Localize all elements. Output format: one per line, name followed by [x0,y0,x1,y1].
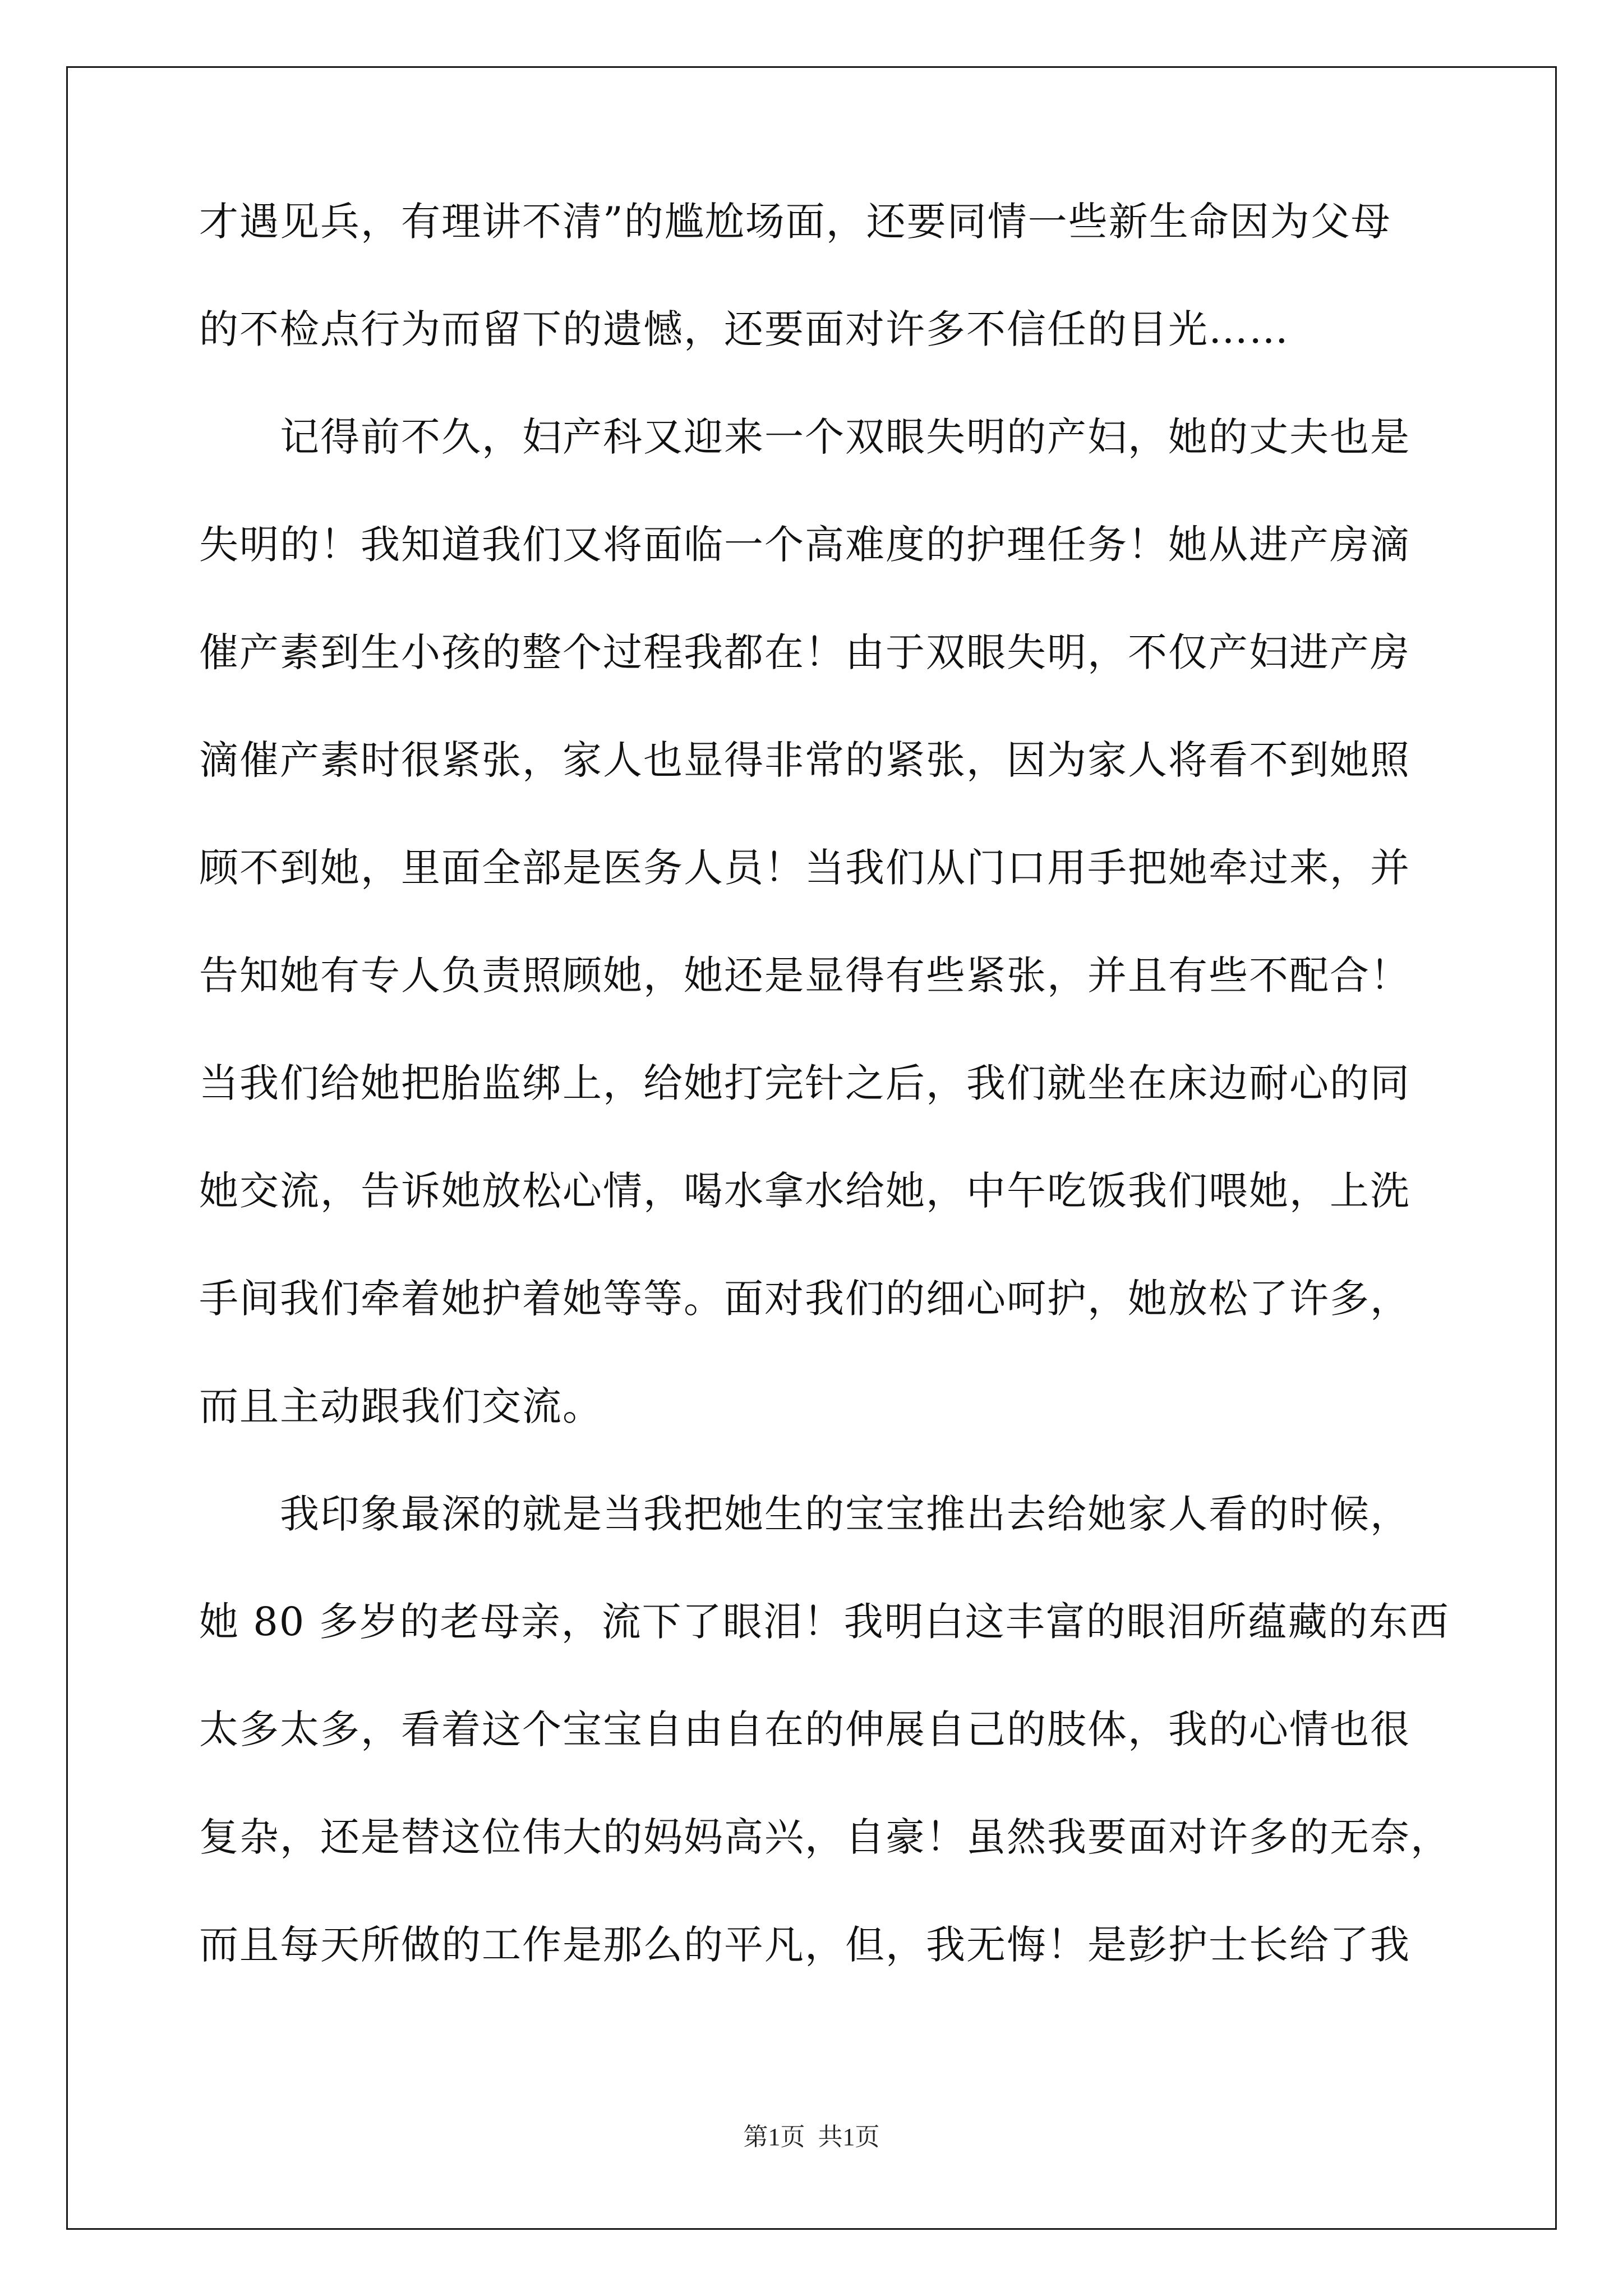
text-line: 我印象最深的就是当我把她生的宝宝推出去给她家人看的时候， [199,1491,1410,1537]
page-number: 第1页 [743,2123,805,2151]
text-line: 她交流，告诉她放松心情，喝水拿水给她，中午吃饭我们喂她，上洗 [199,1168,1410,1214]
text-line: 而且每天所做的工作是那么的平凡，但，我无悔！是彭护士长给了我 [199,1922,1410,1968]
text-line: 的不检点行为而留下的遗憾，还要面对许多不信任的目光…… [199,306,1289,352]
text-line: 而且主动跟我们交流。 [199,1383,603,1429]
text-line: 告知她有专人负责照顾她，她还是显得有些紧张，并且有些不配合！ [199,953,1410,999]
text-line: 记得前不久，妇产科又迎来一个双眼失明的产妇，她的丈夫也是 [199,414,1410,460]
page-total: 共1页 [818,2123,880,2151]
text-line: 手间我们牵着她护着她等等。面对我们的细心呵护，她放松了许多， [199,1276,1410,1322]
text-line: 复杂，还是替这位伟大的妈妈高兴，自豪！虽然我要面对许多的无奈， [199,1814,1451,1860]
page-border [66,66,1557,2230]
text-line: 太多太多，看着这个宝宝自由自在的伸展自己的肢体，我的心情也很 [199,1706,1410,1752]
text-line: 才遇见兵，有理讲不清”的尴尬场面，还要同情一些新生命因为父母 [199,199,1391,245]
text-line: 当我们给她把胎监绑上，给她打完针之后，我们就坐在床边耐心的同 [199,1060,1410,1106]
text-line: 滴催产素时很紧张，家人也显得非常的紧张，因为家人将看不到她照 [199,737,1410,783]
text-line: 催产素到生小孩的整个过程我都在！由于双眼失明，不仅产妇进产房 [199,629,1410,675]
text-line: 她 80 多岁的老母亲，流下了眼泪！我明白这丰富的眼泪所蕴藏的东西 [199,1599,1450,1645]
text-line: 顾不到她，里面全部是医务人员！当我们从门口用手把她牵过来，并 [199,845,1410,891]
text-line: 失明的！我知道我们又将面临一个高难度的护理任务！她从进产房滴 [199,522,1410,568]
page-footer [0,2120,1623,2154]
